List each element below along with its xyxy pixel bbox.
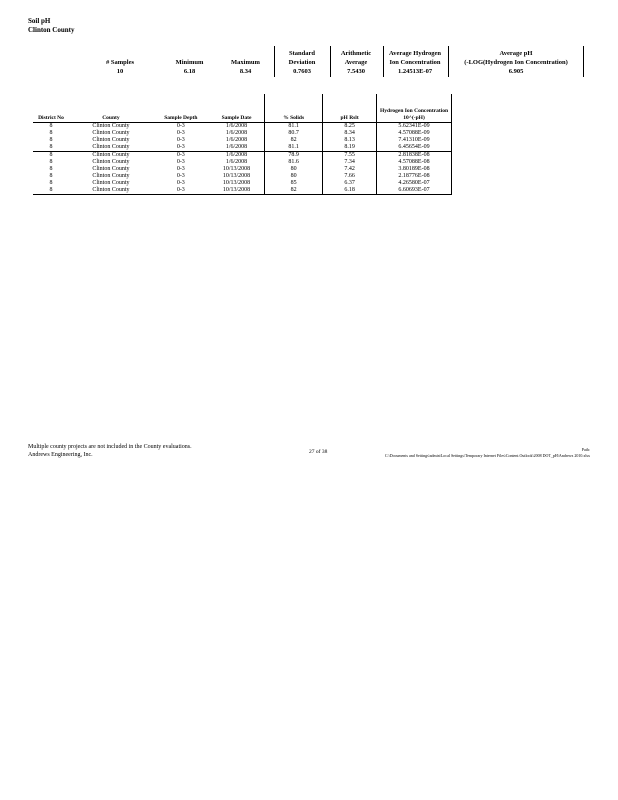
report-title-block: [28, 17, 74, 35]
cell-hydrogen: 4.57088E-08: [377, 159, 452, 166]
cell-solids: 80: [265, 173, 323, 180]
cell-solids: 82: [265, 137, 323, 144]
cell-solids: 80.7: [265, 130, 323, 137]
footer-path-block: [287, 447, 590, 459]
cell-depth: 0-3: [153, 187, 209, 195]
table-row: [33, 187, 452, 195]
cell-district: 8: [49, 137, 53, 144]
summary-label-line1: Average pH: [499, 50, 533, 57]
header-depth: Sample Depth: [153, 94, 209, 123]
footer-path-label: Path:: [581, 447, 590, 452]
summary-block: [90, 46, 584, 76]
cell-county: Clinton County: [92, 180, 130, 187]
summary-label-line2: Deviation: [288, 59, 316, 66]
cell-county: Clinton County: [92, 137, 130, 144]
cell-district: 8: [49, 130, 53, 137]
summary-divider: [583, 46, 584, 77]
header-date: Sample Date: [209, 94, 265, 123]
cell-hydrogen: 7.41310E-09: [377, 137, 452, 144]
footer-company: Andrews Engineering, Inc.: [28, 452, 93, 458]
cell-ph: 7.34: [323, 159, 377, 166]
header-hydrogen: Hydrogen Ion Concentration 10^(-pH): [377, 94, 452, 123]
cell-hydrogen: 6.45654E-09: [377, 144, 452, 152]
table-row: [33, 159, 452, 166]
header-district: District No: [33, 94, 69, 123]
cell-date: 1/6/2008: [209, 130, 265, 137]
cell-solids: 81.6: [265, 159, 323, 166]
table-row: [33, 130, 452, 137]
header-ph: pH Rslt: [323, 94, 377, 123]
summary-value: 6.905: [508, 68, 524, 75]
cell-hydrogen: 4.57088E-09: [377, 130, 452, 137]
cell-ph: 8.13: [323, 137, 377, 144]
cell-district: 8: [49, 159, 53, 166]
summary-value: 10: [116, 68, 124, 75]
summary-label-line2: Maximum: [231, 59, 260, 66]
table-row: [33, 144, 452, 152]
cell-ph: 8.19: [323, 144, 377, 152]
cell-hydrogen: 2.18776E-08: [377, 173, 452, 180]
cell-depth: 0-3: [176, 144, 185, 151]
cell-district: 8: [49, 180, 53, 187]
cell-ph: 6.18: [323, 187, 377, 195]
table-row: [33, 173, 452, 180]
cell-district: 8: [49, 144, 53, 151]
summary-value: 1.24513E-07: [397, 68, 433, 75]
sample-table: [33, 94, 452, 195]
cell-depth: 0-3: [176, 137, 185, 144]
cell-solids: 81.1: [265, 144, 323, 152]
summary-label-line2: # Samples: [106, 59, 134, 66]
cell-county: Clinton County: [92, 130, 130, 137]
header-solids: % Solids: [265, 94, 323, 123]
cell-county: Clinton County: [92, 159, 130, 166]
cell-solids: 85: [265, 180, 323, 187]
cell-ph: 6.37: [323, 180, 377, 187]
header-county: County: [69, 94, 153, 123]
summary-avg-hydrogen: [384, 46, 446, 76]
summary-avg-ph: [449, 46, 583, 76]
cell-county: Clinton County: [92, 166, 130, 173]
summary-value: 6.18: [183, 68, 196, 75]
summary-arith-avg: [331, 46, 381, 76]
cell-date: 1/6/2008: [209, 152, 265, 160]
cell-date: 10/13/2008: [209, 173, 265, 180]
cell-solids: 82: [265, 187, 323, 195]
page-number: 27 of 38: [309, 449, 328, 455]
cell-county: Clinton County: [92, 123, 130, 130]
table-row: [33, 123, 452, 131]
cell-depth: 0-3: [176, 159, 185, 166]
cell-ph: 7.42: [323, 166, 377, 173]
summary-std-dev: [275, 46, 329, 76]
cell-hydrogen: 3.80189E-08: [377, 166, 452, 173]
cell-county: Clinton County: [92, 173, 130, 180]
footer-path: C:\Documents and Settings\admin\Local Settings\Temporary Internet Files\Content.Outlook\2008 DOT_pH\Andrews 2010.xlsx: [384, 453, 590, 458]
table-row: [33, 137, 452, 144]
summary-label-line2: (-LOG(Hydrogen Ion Concentration): [464, 59, 568, 66]
cell-date: 1/6/2008: [209, 159, 265, 166]
footer-note: Multiple county projects are not included in the County evaluations.: [28, 444, 192, 450]
cell-depth: 0-3: [176, 173, 185, 180]
summary-value: 7.5430: [347, 68, 365, 75]
table-row: [33, 152, 452, 160]
cell-date: 1/6/2008: [209, 123, 265, 131]
table-row: [33, 166, 452, 173]
cell-depth: 0-3: [176, 123, 185, 130]
summary-value: 0.7603: [293, 68, 311, 75]
cell-ph: 8.34: [323, 130, 377, 137]
cell-county: Clinton County: [69, 187, 153, 195]
summary-minimum: [162, 46, 217, 76]
cell-district: 8: [49, 166, 53, 173]
cell-ph: 8.25: [323, 123, 377, 131]
summary-maximum: [218, 46, 273, 76]
table-row: [33, 180, 452, 187]
cell-district: 8: [33, 152, 69, 160]
cell-solids: 80: [265, 166, 323, 173]
cell-hydrogen: 5.62341E-09: [377, 123, 452, 131]
cell-district: 8: [49, 123, 53, 130]
cell-hydrogen: 6.60693E-07: [377, 187, 452, 195]
cell-date: 10/13/2008: [209, 187, 265, 195]
report-title: Soil pH: [28, 17, 51, 25]
summary-samples: [90, 46, 150, 76]
summary-label-line1: Average Hydrogen: [389, 50, 441, 57]
cell-hydrogen: 4.26580E-07: [377, 180, 452, 187]
report-county: Clinton County: [28, 26, 75, 34]
summary-label-line2: Average: [344, 59, 368, 66]
cell-depth: 0-3: [153, 152, 209, 160]
cell-depth: 0-3: [176, 130, 185, 137]
cell-district: 8: [49, 173, 53, 180]
cell-county: Clinton County: [69, 152, 153, 160]
summary-label-line1: Standard: [288, 50, 315, 57]
cell-depth: 0-3: [176, 166, 185, 173]
cell-ph: 7.55: [323, 152, 377, 160]
summary-label-line1: Arithmetic: [340, 50, 372, 57]
cell-district: 8: [33, 187, 69, 195]
cell-solids: 78.9: [265, 152, 323, 160]
cell-county: Clinton County: [92, 144, 130, 151]
cell-date: 10/13/2008: [209, 166, 265, 173]
summary-value: 8.34: [239, 68, 252, 75]
cell-depth: 0-3: [176, 180, 185, 187]
summary-label-line2: Ion Concentration: [389, 59, 441, 66]
table-header-row: [33, 94, 452, 123]
cell-date: 1/6/2008: [209, 137, 265, 144]
cell-date: 10/13/2008: [209, 180, 265, 187]
cell-ph: 7.66: [323, 173, 377, 180]
cell-solids: 81.1: [265, 123, 323, 131]
footer-notes: [28, 443, 192, 459]
summary-label-line2: Minimum: [175, 59, 204, 66]
cell-date: 1/6/2008: [209, 144, 265, 152]
cell-hydrogen: 2.81838E-08: [377, 152, 452, 160]
